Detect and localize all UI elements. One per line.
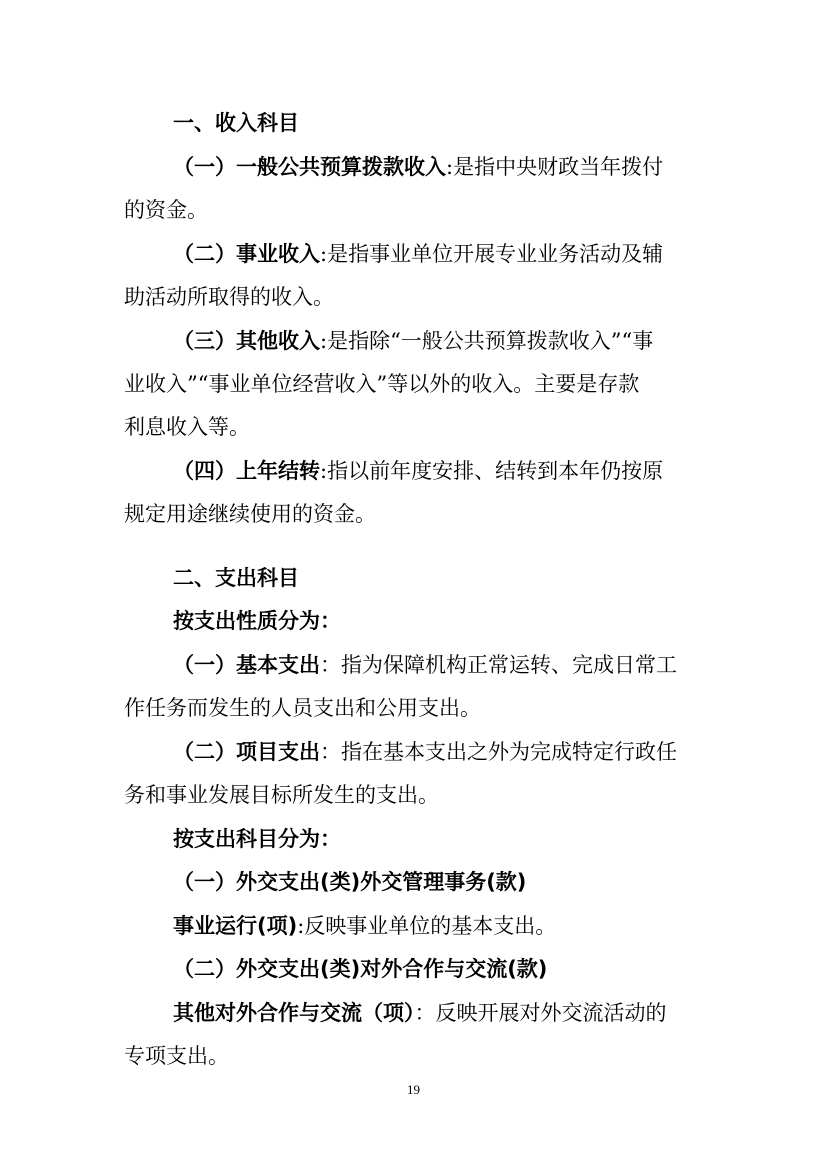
- subject-item-3: （二）外交支出(类)对外合作与交流(款): [173, 957, 548, 981]
- income-item-3-line-2: 业收入”“事业单位经营收入”等以外的收入。主要是存款: [124, 372, 640, 396]
- subject-item-4-text: ：反映开展对外交流活动的: [414, 1001, 667, 1025]
- nature-item-1-label: （一）基本支出: [173, 653, 320, 677]
- nature-item-2-label: （二）项目支出: [173, 740, 320, 764]
- income-item-4-line-2: 规定用途继续使用的资金。: [124, 502, 376, 526]
- income-item-4-line-1: [173, 457, 663, 485]
- income-item-2-text: :是指事业单位开展专业业务活动及辅: [320, 242, 664, 266]
- income-item-3-line-3: 利息收入等。: [124, 415, 250, 439]
- nature-item-2-text: ：指在基本支出之外为完成特定行政任: [320, 740, 677, 764]
- by-nature-subheading: 按支出性质分为：: [173, 609, 341, 633]
- income-item-3-label: （三）其他收入: [173, 329, 320, 353]
- expense-heading: 二、支出科目: [173, 566, 299, 590]
- subject-item-4-label: 其他对外合作与交流（项）: [173, 1001, 415, 1025]
- nature-item-1-line-2: 作任务而发生的人员支出和公用支出。: [124, 696, 481, 720]
- subject-item-4-line-2: 专项支出。: [124, 1044, 229, 1068]
- page-number: 19: [407, 1082, 420, 1097]
- by-subject-subheading: 按支出科目分为：: [173, 827, 341, 851]
- nature-item-1-line-1: [173, 651, 677, 679]
- income-item-4-text: :指以前年度安排、结转到本年仍按原: [320, 459, 664, 483]
- income-item-3-line-1: [173, 327, 653, 355]
- income-item-2-line-2: 助活动所取得的收入。: [124, 285, 334, 309]
- income-item-1-line-2: 的资金。: [124, 198, 208, 222]
- subject-item-4-line-1: [173, 999, 667, 1027]
- income-item-2-line-1: [173, 240, 663, 268]
- income-heading: 一、收入科目: [173, 111, 299, 135]
- subject-item-1: （一）外交支出(类)外交管理事务(款): [173, 870, 527, 894]
- income-item-1-label: （一）一般公共预算拨款收入: [173, 155, 446, 179]
- subject-item-2-label: 事业运行(项): [173, 914, 298, 938]
- income-item-1-text: :是指中央财政当年拨付: [446, 155, 664, 179]
- income-item-1-line-1: [173, 153, 700, 181]
- nature-item-2-line-1: [173, 738, 677, 766]
- income-item-3-text: :是指除“一般公共预算拨款收入”“事: [320, 329, 654, 353]
- nature-item-2-line-2: 务和事业发展目标所发生的支出。: [124, 783, 439, 807]
- income-item-2-label: （二）事业收入: [173, 242, 320, 266]
- nature-item-1-text: ：指为保障机构正常运转、完成日常工: [320, 653, 677, 677]
- subject-item-2: [173, 912, 556, 940]
- subject-item-2-text: :反映事业单位的基本支出。: [297, 914, 557, 938]
- income-item-4-label: （四）上年结转: [173, 459, 320, 483]
